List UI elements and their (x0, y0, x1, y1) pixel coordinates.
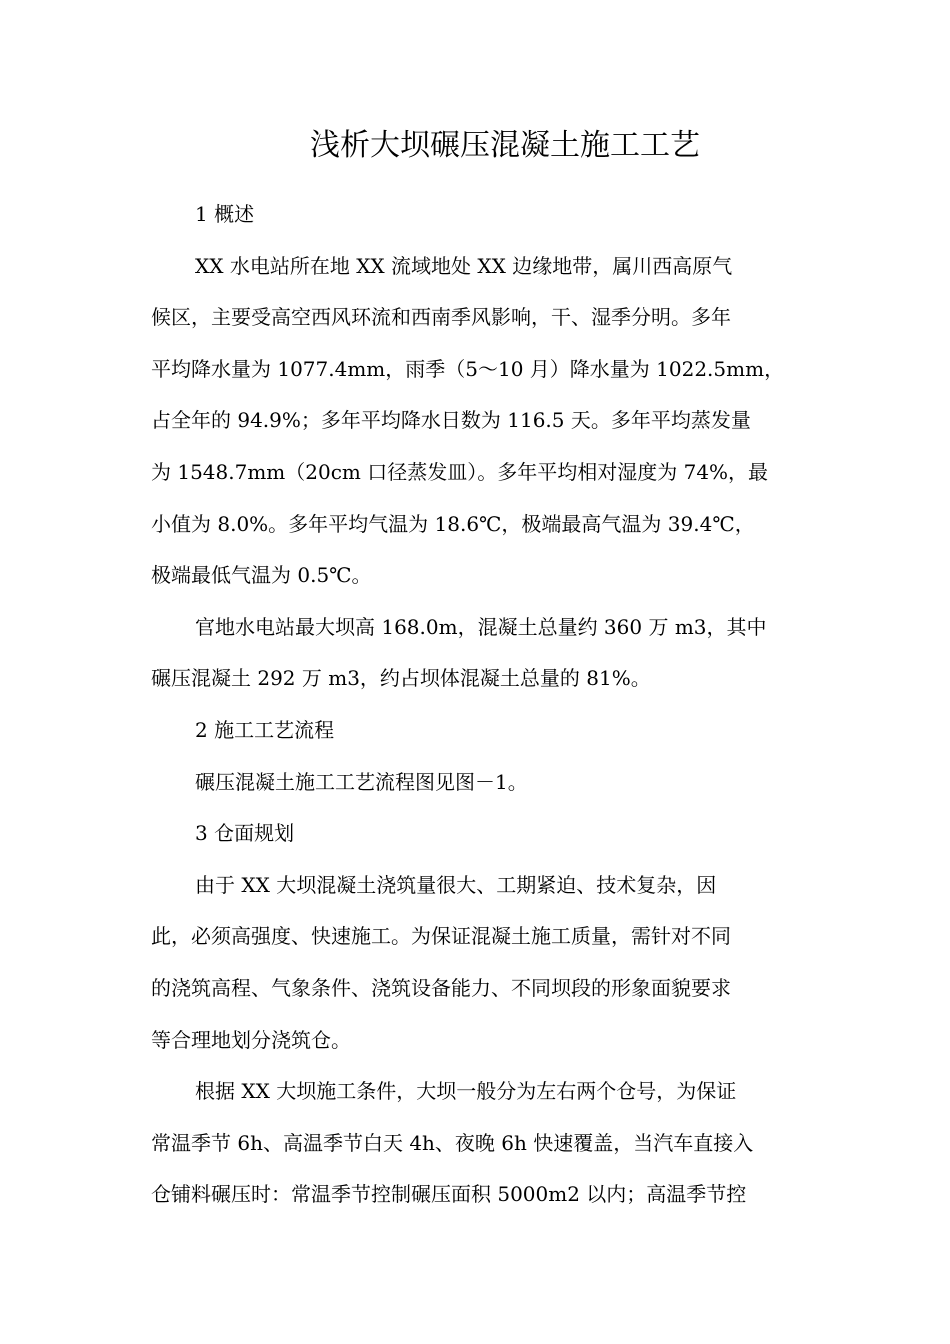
document-body (151, 189, 811, 1221)
section-heading: 1 概述 (195, 202, 255, 226)
paragraph-line: 由于 XX 大坝混凝土浇筑量很大、工期紧迫、技术复杂，因 (195, 872, 717, 897)
document-title: 浅析大坝碾压混凝土施工工艺 (310, 128, 700, 163)
paragraph-line: 小值为 8.0%。多年平均气温为 18.6℃，极端最高气温为 39.4℃， (151, 511, 755, 536)
paragraph-line: 官地水电站最大坝高 168.0m，混凝土总量约 360 万 m3，其中 (195, 614, 767, 639)
paragraph-line: 常温季节 6h、高温季节白天 4h、夜晚 6h 快速覆盖，当汽车直接入 (151, 1130, 754, 1155)
paragraph-line: XX 水电站所在地 XX 流域地处 XX 边缘地带，属川西高原气 (195, 253, 733, 278)
paragraph-line: 碾压混凝土施工工艺流程图见图－1。 (195, 769, 528, 794)
paragraph-line: 极端最低气温为 0.5℃。 (151, 563, 372, 588)
paragraph-line: 的浇筑高程、气象条件、浇筑设备能力、不同坝段的形象面貌要求 (151, 975, 731, 1000)
paragraph-line: 候区，主要受高空西风环流和西南季风影响，干、湿季分明。多年 (151, 305, 731, 330)
paragraph-line: 平均降水量为 1077.4mm，雨季（5～10 月）降水量为 1022.5mm， (151, 356, 785, 381)
paragraph-line: 根据 XX 大坝施工条件，大坝一般分为左右两个仓号，为保证 (195, 1079, 737, 1104)
section-heading: 3 仓面规划 (195, 821, 295, 846)
paragraph-line: 为 1548.7mm（20cm 口径蒸发皿）。多年平均相对湿度为 74%，最 (151, 459, 769, 484)
paragraph-line: 此，必须高强度、快速施工。为保证混凝土施工质量，需针对不同 (151, 924, 731, 949)
paragraph-line: 碾压混凝土 292 万 m3，约占坝体混凝土总量的 81%。 (151, 666, 651, 691)
section-heading: 2 施工工艺流程 (195, 717, 335, 742)
paragraph-line: 仓铺料碾压时：常温季节控制碾压面积 5000m2 以内；高温季节控 (151, 1182, 747, 1207)
paragraph-line: 占全年的 94.9%；多年平均降水日数为 116.5 天。多年平均蒸发量 (151, 408, 751, 433)
paragraph-line: 等合理地划分浇筑仓。 (151, 1027, 351, 1052)
